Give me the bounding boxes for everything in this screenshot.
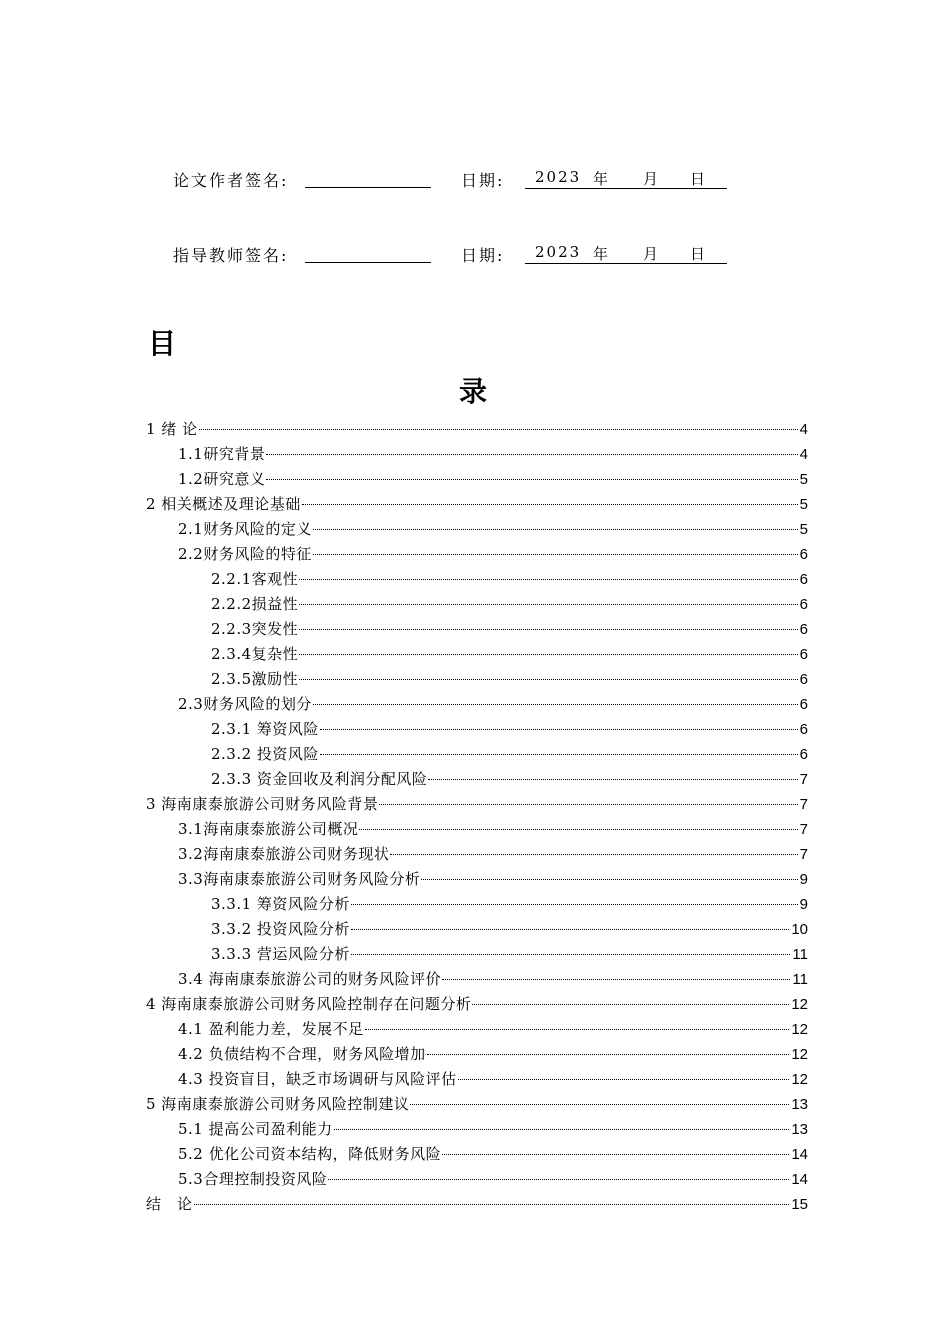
- toc-entry-title: 3.3.3 营运风险分析: [211, 945, 350, 963]
- toc-entry-title: 3.3.1 筹资风险分析: [211, 895, 350, 913]
- toc-entry-page: 6: [799, 746, 808, 763]
- toc-entry-page: 11: [792, 971, 808, 988]
- toc-entry-page: 7: [799, 821, 808, 838]
- toc-leader: [351, 904, 798, 905]
- author-signature-blank: [305, 187, 431, 188]
- toc-entry-title: 3.1海南康泰旅游公司概况: [178, 820, 359, 838]
- toc-entry[interactable]: [211, 942, 808, 967]
- toc-leader: [351, 954, 790, 955]
- toc-entry-page: 5: [799, 521, 808, 538]
- toc-entry[interactable]: [178, 817, 808, 842]
- toc-entry-title: 2.2财务风险的特征: [178, 545, 312, 563]
- toc-entry-page: 6: [799, 721, 808, 738]
- toc-entry-page: 5: [799, 471, 808, 488]
- toc-entry-page: 12: [791, 1021, 808, 1038]
- toc-entry[interactable]: [146, 1092, 808, 1117]
- toc-entry-page: 4: [799, 421, 808, 438]
- toc-entry-title: 5.3合理控制投资风险: [178, 1170, 328, 1188]
- toc-entry-page: 15: [791, 1196, 808, 1213]
- toc-leader: [427, 1054, 790, 1055]
- author-signature-label: 论文作者签名:: [173, 171, 289, 190]
- toc-leader: [266, 454, 797, 455]
- toc-entry[interactable]: [178, 1142, 808, 1167]
- toc-entry-title: 3 海南康泰旅游公司财务风险背景: [146, 795, 379, 813]
- toc-entry-page: 6: [799, 621, 808, 638]
- toc-entry[interactable]: [178, 692, 808, 717]
- date-year: 2023: [535, 168, 582, 186]
- toc-entry-title: 2.2.1客观性: [211, 570, 299, 588]
- toc-entry[interactable]: [211, 592, 808, 617]
- date-day-unit: 日: [690, 170, 708, 188]
- toc-leader: [194, 1204, 790, 1205]
- toc-entry[interactable]: [211, 567, 808, 592]
- toc-entry-title: 2.2.3突发性: [211, 620, 299, 638]
- toc-entry-page: 7: [799, 846, 808, 863]
- toc-entry-title: 5 海南康泰旅游公司财务风险控制建议: [146, 1095, 410, 1113]
- toc-entry-title: 2.2.2损益性: [211, 595, 299, 613]
- author-date-field: [525, 168, 727, 189]
- advisor-signature-label: 指导教师签名:: [173, 246, 289, 265]
- toc-entry[interactable]: [178, 1042, 808, 1067]
- toc-entry-title: 结 论: [146, 1195, 193, 1213]
- toc-leader: [359, 829, 797, 830]
- toc-entry[interactable]: [178, 842, 808, 867]
- toc-leader: [410, 1104, 789, 1105]
- date-year-unit: 年: [593, 245, 611, 263]
- toc-leader: [390, 854, 797, 855]
- toc-entry-title: 2.3.1 筹资风险: [211, 720, 319, 738]
- toc-leader: [328, 1179, 789, 1180]
- toc-entry-title: 1.2研究意义: [178, 470, 266, 488]
- toc-entry[interactable]: [178, 1117, 808, 1142]
- date-year: 2023: [535, 243, 582, 261]
- toc-leader: [299, 654, 797, 655]
- date-year-unit: 年: [593, 170, 611, 188]
- toc-entry-page: 11: [792, 946, 808, 963]
- date-month-unit: 月: [643, 170, 661, 188]
- toc-entry-title: 1 绪 论: [146, 420, 198, 438]
- toc-entry-title: 2.1财务风险的定义: [178, 520, 312, 538]
- toc-entry-page: 14: [791, 1146, 808, 1163]
- toc-entry-page: 6: [799, 671, 808, 688]
- toc-leader: [299, 604, 797, 605]
- toc-entry-page: 6: [799, 696, 808, 713]
- date-month-unit: 月: [643, 245, 661, 263]
- toc-entry-page: 10: [791, 921, 808, 938]
- toc-entry-page: 9: [799, 871, 808, 888]
- toc-leader: [442, 979, 790, 980]
- toc-entry[interactable]: [211, 717, 808, 742]
- advisor-date-field: [525, 243, 727, 264]
- toc-leader: [320, 754, 798, 755]
- toc-entry-title: 4.2 负债结构不合理，财务风险增加: [178, 1045, 426, 1063]
- toc-entry-title: 3.4 海南康泰旅游公司的财务风险评价: [178, 970, 442, 988]
- advisor-signature-blank: [305, 262, 431, 263]
- toc-leader: [442, 1154, 789, 1155]
- toc-leader: [472, 1004, 789, 1005]
- toc-entry-title: 4.3 投资盲目，缺乏市场调研与风险评估: [178, 1070, 457, 1088]
- toc-entry-title: 2.3财务风险的划分: [178, 695, 312, 713]
- toc-leader: [299, 579, 797, 580]
- toc-leader: [458, 1079, 790, 1080]
- toc-entry[interactable]: [178, 867, 808, 892]
- toc-entry[interactable]: [178, 1017, 808, 1042]
- toc-entry-page: 14: [791, 1171, 808, 1188]
- toc-entry[interactable]: [211, 742, 808, 767]
- toc-title-part2: 录: [459, 375, 488, 408]
- toc-entry[interactable]: [178, 517, 808, 542]
- toc-entry-page: 4: [799, 446, 808, 463]
- toc-entry-title: 2.3.2 投资风险: [211, 745, 319, 763]
- toc-entry-page: 7: [799, 796, 808, 813]
- toc-entry[interactable]: [178, 542, 808, 567]
- toc-entry-page: 13: [791, 1096, 808, 1113]
- toc-entry-page: 13: [791, 1121, 808, 1138]
- toc-leader: [199, 429, 798, 430]
- toc-leader: [351, 929, 789, 930]
- toc-entry[interactable]: [146, 1192, 808, 1217]
- toc-entry-page: 12: [791, 1071, 808, 1088]
- toc-entry[interactable]: [178, 967, 808, 992]
- toc-leader: [428, 779, 797, 780]
- toc-title-part1: 目: [148, 327, 177, 360]
- advisor-date-label: 日期:: [461, 246, 505, 265]
- toc-entry-page: 6: [799, 571, 808, 588]
- toc-leader: [313, 704, 798, 705]
- toc-leader: [421, 879, 797, 880]
- toc-entry[interactable]: [178, 442, 808, 467]
- toc-leader: [266, 479, 797, 480]
- toc-entry[interactable]: [178, 1167, 808, 1192]
- toc-entry-title: 1.1研究背景: [178, 445, 266, 463]
- toc-leader: [320, 729, 798, 730]
- toc-leader: [302, 504, 798, 505]
- toc-entry[interactable]: [211, 892, 808, 917]
- toc-leader: [313, 529, 798, 530]
- author-date-label: 日期:: [461, 171, 505, 190]
- toc-entry[interactable]: [146, 492, 808, 517]
- toc-entry[interactable]: [146, 792, 808, 817]
- toc-entry-page: 9: [799, 896, 808, 913]
- toc-entry-title: 4.1 盈利能力差，发展不足: [178, 1020, 364, 1038]
- toc-entry-title: 3.3海南康泰旅游公司财务风险分析: [178, 870, 421, 888]
- toc-entry-page: 6: [799, 646, 808, 663]
- toc-leader: [379, 804, 797, 805]
- toc-entry-title: 2.3.4复杂性: [211, 645, 299, 663]
- toc-entry-page: 6: [799, 596, 808, 613]
- date-day-unit: 日: [690, 245, 708, 263]
- toc-entry[interactable]: [178, 467, 808, 492]
- toc-entry-page: 12: [791, 1046, 808, 1063]
- toc-entry[interactable]: [211, 617, 808, 642]
- toc-entry-title: 5.1 提高公司盈利能力: [178, 1120, 333, 1138]
- toc-entry[interactable]: [211, 917, 808, 942]
- toc-entry-page: 6: [799, 546, 808, 563]
- toc-entry-page: 7: [799, 771, 808, 788]
- toc-entry-title: 3.3.2 投资风险分析: [211, 920, 350, 938]
- toc-leader: [334, 1129, 790, 1130]
- toc-entry[interactable]: [178, 1067, 808, 1092]
- toc-entry-title: 2 相关概述及理论基础: [146, 495, 301, 513]
- toc-entry-title: 2.3.5激励性: [211, 670, 299, 688]
- toc-entry[interactable]: [211, 767, 808, 792]
- toc-entry-title: 2.3.3 资金回收及利润分配风险: [211, 770, 428, 788]
- toc-leader: [313, 554, 798, 555]
- toc-entry[interactable]: [211, 667, 808, 692]
- toc-leader: [299, 629, 797, 630]
- toc-entry[interactable]: [146, 992, 808, 1017]
- toc-entry-title: 3.2海南康泰旅游公司财务现状: [178, 845, 390, 863]
- toc-leader: [365, 1029, 790, 1030]
- toc-entry[interactable]: [211, 642, 808, 667]
- toc-entry[interactable]: [146, 417, 808, 442]
- toc-entry-page: 12: [791, 996, 808, 1013]
- toc-entry-page: 5: [799, 496, 808, 513]
- toc-leader: [299, 679, 797, 680]
- toc-entry-title: 4 海南康泰旅游公司财务风险控制存在问题分析: [146, 995, 472, 1013]
- toc-entry-title: 5.2 优化公司资本结构，降低财务风险: [178, 1145, 442, 1163]
